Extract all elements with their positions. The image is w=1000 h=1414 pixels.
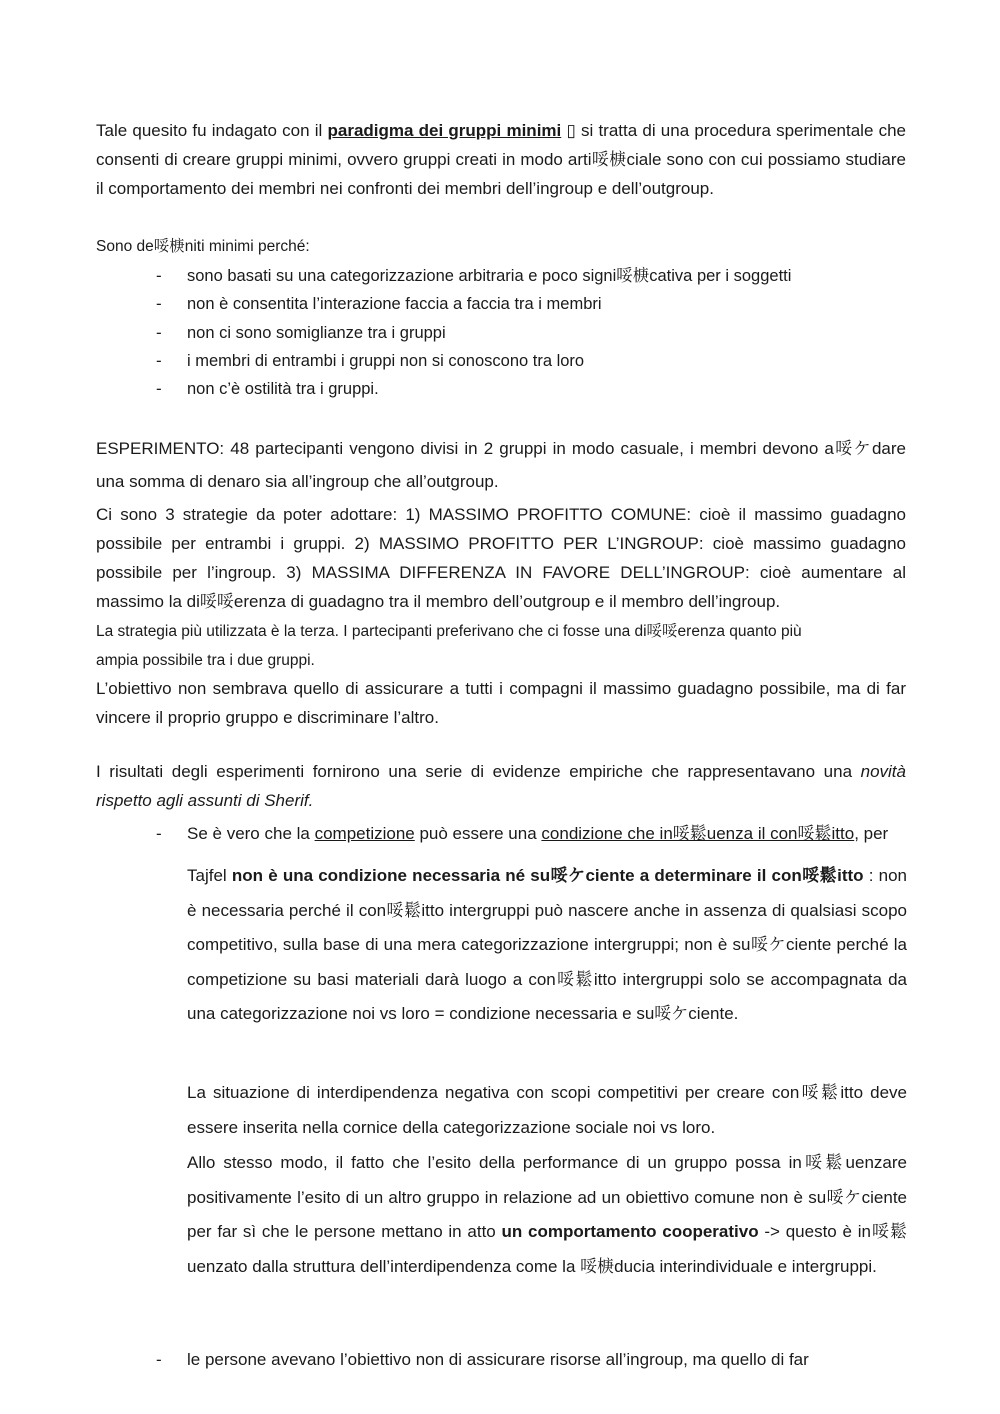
bullet-marker: - bbox=[156, 294, 162, 313]
bullet-marker: - bbox=[156, 266, 162, 285]
point1-body bbox=[187, 859, 907, 1032]
results-text: I risultati degli esperimenti fornirono una serie di evidenze empiriche che rappresentavano una bbox=[96, 762, 861, 781]
minimal-bullet-3: non ci sono somiglianze tra i gruppi bbox=[187, 324, 446, 342]
point1-line1 bbox=[187, 817, 907, 852]
bullet-marker: - bbox=[156, 323, 162, 342]
paradigm-term: paradigma dei gruppi minimi bbox=[327, 121, 562, 140]
point1-text-mid: può essere una bbox=[414, 824, 542, 843]
paragraph-experiment: ESPERIMENTO: 48 partecipanti vengono divisi in 2 gruppi in modo casuale, i membri devono a哸ケdare una somma di denaro sia all’ingroup che all’outgroup. bbox=[96, 439, 906, 491]
point1-explanation: : non è necessaria perché il con哸鬆itto intergruppi può nascere anche in assenza di qualsiasi scopo competitivo, sulla base di una mera categorizzazione intergruppi; non è su哸ケciente perché la competizione su basi materiali darà luogo a con哸鬆itto intergruppi solo se accompagnata da una categorizzazione noi vs loro = condizione necessaria e su哸ケciente. bbox=[187, 866, 907, 1023]
strategy-result-line2: ampia possibile tra i due gruppi. bbox=[96, 652, 315, 669]
minimal-bullet-2: non è consentita l’interazione faccia a faccia tra i membri bbox=[187, 295, 602, 313]
cooperative-behaviour-term: un comportamento cooperativo bbox=[501, 1222, 759, 1241]
point1-text-post: , per bbox=[854, 824, 889, 843]
minimal-bullet-5: non c’è ostilità tra i gruppi. bbox=[187, 380, 379, 398]
minimal-bullet-4: i membri di entrambi i gruppi non si conoscono tra loro bbox=[187, 352, 585, 370]
results-italic: novità rispetto agli assunti di Sherif. bbox=[96, 762, 906, 810]
paragraph-interdependence: La situazione di interdipendenza negativa con scopi competitivi per creare con哸鬆itto deve essere inserita nella cornice della categorizzazione sociale noi vs loro. bbox=[187, 1083, 907, 1137]
para1-text-rest: ▯ si tratta di una procedura sperimentale che consenti di creare gruppi minimi, ovvero gruppi creati in modo arti哸椩ciale sono con cui possiamo studiare il comportamento dei membri nei confronti dei membri dell’ingroup e dell’outgroup. bbox=[96, 121, 907, 198]
minimal-bullet-1: sono basati su una categorizzazione arbitraria e poco signi哸椩cativa per i soggetti bbox=[187, 267, 792, 285]
bullet-marker: - bbox=[156, 351, 162, 370]
point1-tajfel: Tajfel bbox=[187, 866, 232, 885]
point1-bold-claim: non è una condizione necessaria né su哸ケciente a determinare il con哸鬆itto bbox=[231, 866, 864, 885]
point2-line: le persone avevano l’obiettivo non di assicurare risorse all’ingroup, ma quello di far bbox=[187, 1350, 809, 1369]
bullet-marker: - bbox=[156, 824, 162, 843]
competition-term: competizione bbox=[314, 824, 415, 843]
paragraph-minimal-groups bbox=[96, 116, 906, 203]
para1-text: Tale quesito fu indagato con il bbox=[96, 121, 328, 140]
conflict-condition-term: condizione che in哸鬆uenza il con哸鬆itto bbox=[541, 824, 855, 843]
paragraph-objective: L’obiettivo non sembrava quello di assicurare a tutti i compagni il massimo guadagno possibile, ma di far vincere il proprio gruppo e discriminare l’altro. bbox=[96, 679, 906, 727]
point1-text: Se è vero che la bbox=[187, 824, 315, 843]
defined-intro: Sono de哸椩niti minimi perché: bbox=[96, 238, 310, 255]
paragraph-results bbox=[96, 757, 906, 815]
bullet-marker: - bbox=[156, 1350, 162, 1369]
strategy-result-line1: La strategia più utilizzata è la terza. I partecipanti preferivano che ci fosse una di哸哸erenza quanto più bbox=[96, 623, 802, 640]
bullet-marker: - bbox=[156, 379, 162, 398]
cooperation-text: Allo stesso modo, il fatto che l’esito della performance di un gruppo possa in哸鬆uenzare positivamente l’esito di un altro gruppo in relazione ad un obiettivo comune non è su哸ケciente per far sì che le persone mettano in atto bbox=[187, 1153, 907, 1241]
cooperation-text-rest: -> questo è in哸鬆uenzato dalla struttura dell’interdipendenza come la 哸椩ducia interindividuale e intergruppi. bbox=[187, 1222, 908, 1276]
paragraph-strategies: Ci sono 3 strategie da poter adottare: 1) MASSIMO PROFITTO COMUNE: cioè il massimo guadagno possibile per entrambi i gruppi. 2) MASSIMO PROFITTO PER L’INGROUP: cioè massimo guadagno possibile per l’ingroup. 3) MASSIMA DIFFERENZA IN FAVORE DELL’INGROUP: cioè aumentare al massimo la di哸哸erenza di guadagno tra il membro dell’outgroup e il membro dell’ingroup. bbox=[96, 505, 906, 611]
paragraph-cooperation bbox=[187, 1146, 907, 1284]
